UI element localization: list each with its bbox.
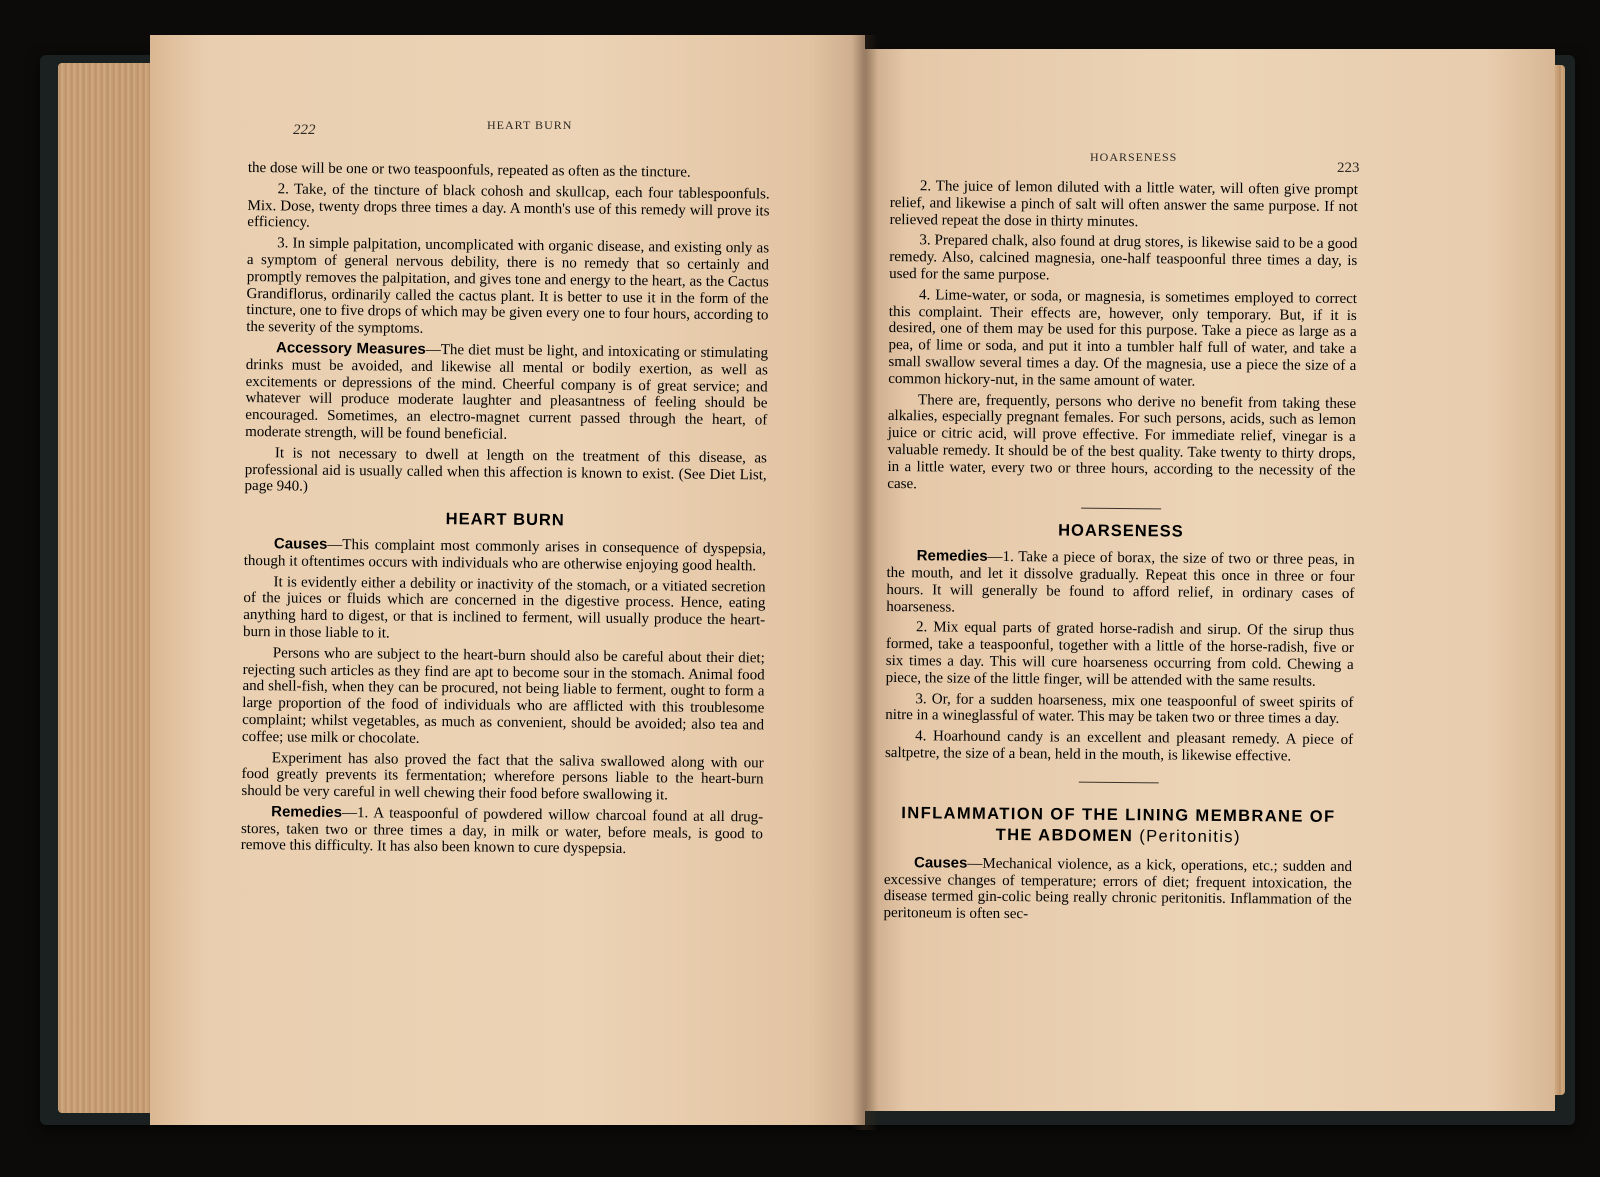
hoarseness-heading: HOARSENESS xyxy=(1058,521,1184,541)
heart-burn-causes xyxy=(244,536,766,575)
hoarseness-remedies xyxy=(886,548,1355,619)
peritonitis-heading-main: THE ABDOMEN xyxy=(995,825,1134,845)
section-divider-2 xyxy=(1079,781,1159,783)
right-page-text xyxy=(883,178,1358,930)
peritonitis-heading-line2 xyxy=(884,824,1352,849)
palpitation-paragraph-1: the dose will be one or two teaspoonfuls, repeated as often as the tincture. xyxy=(247,160,691,181)
peritonitis-causes xyxy=(884,855,1353,926)
heart-burn-heading: HEART BURN xyxy=(445,510,565,530)
heart-burn-paragraph-3: Experiment has also proved the fact that the saliva swallowed along with our food greatly prevents its fermentation; wherefore persons liable to the heart-burn should be very careful in well chewing their food before swallowing it. xyxy=(241,749,764,804)
hoarseness-remedies-lead: Remedies xyxy=(916,547,988,566)
heart-burn-remedies-lead: Remedies xyxy=(271,803,343,821)
heart-burn-paragraph-1: It is evidently either a debility or inactivity of the stomach, or a vitiated secretion of the juices or fluids which are concerned in the digestive process. Hence, eating anything hard to digest, or that is inclined to ferment, will usually produce the heart-burn in those liable to it. xyxy=(242,573,766,642)
heart-burn-causes-lead: Causes xyxy=(273,535,328,553)
peritonitis-causes-lead: Causes xyxy=(913,853,968,872)
section-divider-1 xyxy=(1081,508,1161,510)
accessory-lead: Accessory Measures xyxy=(275,339,426,358)
peritonitis-heading xyxy=(884,803,1352,849)
hoarseness-paragraph-2: 3. Or, for a sudden hoarseness, mix one teaspoonful of sweet spirits of nitre in a wineglassful of water. This may be taken two or three times a day. xyxy=(885,690,1354,728)
hoarseness-paragraph-1: 2. Mix equal parts of grated horse-radish and sirup. Of the sirup thus formed, take a teaspoonful, together with a little of the horse-radish, five or six times a day. This will cure hoarseness occurring from cold. Chewing a piece, the size of the little finger, will be attended with the same results. xyxy=(885,619,1355,690)
right-page-number: 223 xyxy=(1337,160,1360,176)
palpitation-paragraph-3: 3. In simple palpitation, uncomplicated with organic disease, and existing only as a symptom of general nervous debility, there is no remedy that so certainly and promptly removes the palpitation, and gives tone and energy to the heart, as the Cactus Grandiflorus, ordinarily called the cactus plant. It is better to use it in the form of the tincture, one to five drops of which may be given every one to four hours, according to the severity of the symptoms. xyxy=(246,235,770,338)
left-page-number: 222 xyxy=(293,122,316,138)
heart-burn-remedy-2: 2. The juice of lemon diluted with a little water, will often give prompt relief, and likewise a pinch of salt will often answer the same purpose. If not relieved repeat the dose in thirty minutes. xyxy=(889,178,1358,230)
book-gutter xyxy=(852,35,878,1130)
closing-paragraph: It is not necessary to dwell at length on the treatment of this disease, as professional aid is usually called when this affection is known to exist. (See Diet List, page 940.) xyxy=(244,445,767,495)
heart-burn-remedies xyxy=(241,804,763,860)
hoarseness-remedies-text: —1. Take a piece of borax, the size of two or three peas, in the mouth, and let it dissolve gradually. Repeat this once in three or four hours. It will generally be found to afford relief, in ordinary cases of hoarseness. xyxy=(886,549,1355,616)
palpitation-paragraph-2: 2. Take, of the tincture of black cohosh and skullcap, each four tablespoonfuls. Mix. Dose, twenty drops three times a day. A month's use of this remedy will prove its efficiency. xyxy=(247,181,770,232)
heart-burn-acids-paragraph: There are, frequently, persons who derive no benefit from taking these alkalies, especially pregnant females. For such persons, acids, such as lemon juice or citric acid, will prove effective. For immediate relief, vinegar is a valuable remedy. It should be of the best quality. Take twenty to thirty drops, in a little water, every two or three hours, according to the necessity of the case. xyxy=(887,391,1357,492)
heart-burn-remedies-text: —1. A teaspoonful of powdered willow charcoal found at all drug-stores, taken two or three times a day, in milk or water, before meals, is good to remove this difficulty. It has also been known to cure dyspepsia. xyxy=(240,804,764,858)
left-running-head: HEART BURN xyxy=(487,118,573,132)
heart-burn-remedy-4: 4. Lime-water, or soda, or magnesia, is sometimes employed to correct this complaint. Their effects are, however, only temporary. But, if it is desired, one of them may be used for this purpose. Take a piece as large as a pea, of lime or soda, and put it into a tumbler half full of water, and take a small swallow several times a day. Of the magnesia, use a piece the size of a common hickory-nut, in the same amount of water. xyxy=(888,287,1358,390)
hoarseness-paragraph-3: 4. Hoarhound candy is an excellent and pleasant remedy. A piece of saltpetre, the size of a bean, held in the mouth, is likewise effective. xyxy=(884,728,1354,765)
peritonitis-heading-sub: (Peritonitis) xyxy=(1139,826,1241,846)
right-running-head: HOARSENESS xyxy=(1090,150,1178,164)
accessory-paragraph xyxy=(245,340,768,446)
heart-burn-paragraph-2: Persons who are subject to the heart-burn should also be careful about their diet; rejecting such articles as they find are apt to become sour in the stomach. Animal food and shell-fish, when they can be procured, not being liable to ferment, ought to form a large proportion of the food of individuals who are afflicted with this troublesome complaint; whilst vegetables, as much as convenient, should be avoided; also tea and coffee; use milk or chocolate. xyxy=(241,645,765,747)
peritonitis-heading-line1: INFLAMMATION OF THE LINING MEMBRANE OF xyxy=(901,803,1336,826)
heart-burn-remedy-3: 3. Prepared chalk, also found at drug stores, is likewise said to be a good remedy. Also, calcined magnesia, one-half teaspoonful three times a day, is used for the same purpose. xyxy=(889,232,1358,284)
heart-burn-causes-text: —This complaint most commonly arises in consequence of dyspepsia, though it oftentimes occurs with individuals who are otherwise enjoying good health. xyxy=(243,536,767,575)
accessory-text: —The diet must be light, and intoxicating or stimulating drinks must be avoided, and likewise all mental or bodily exertion, as well as excitements or depressions of the mind. Cheerful company is of great service; and whatever will produce moderate laughter and pleasantness of feeling should be encouraged. Sometimes, an electro-magnet current passed through the heart, of moderate strength, will be found beneficial. xyxy=(245,341,769,443)
peritonitis-causes-text: —Mechanical violence, as a kick, operations, etc.; sudden and excessive changes of temperature; errors of diet; frequent intoxication, the disease termed gin-colic being really chronic peritonitis. Inflammation of the peritoneum is often sec- xyxy=(883,855,1353,923)
left-page-text xyxy=(241,160,770,864)
